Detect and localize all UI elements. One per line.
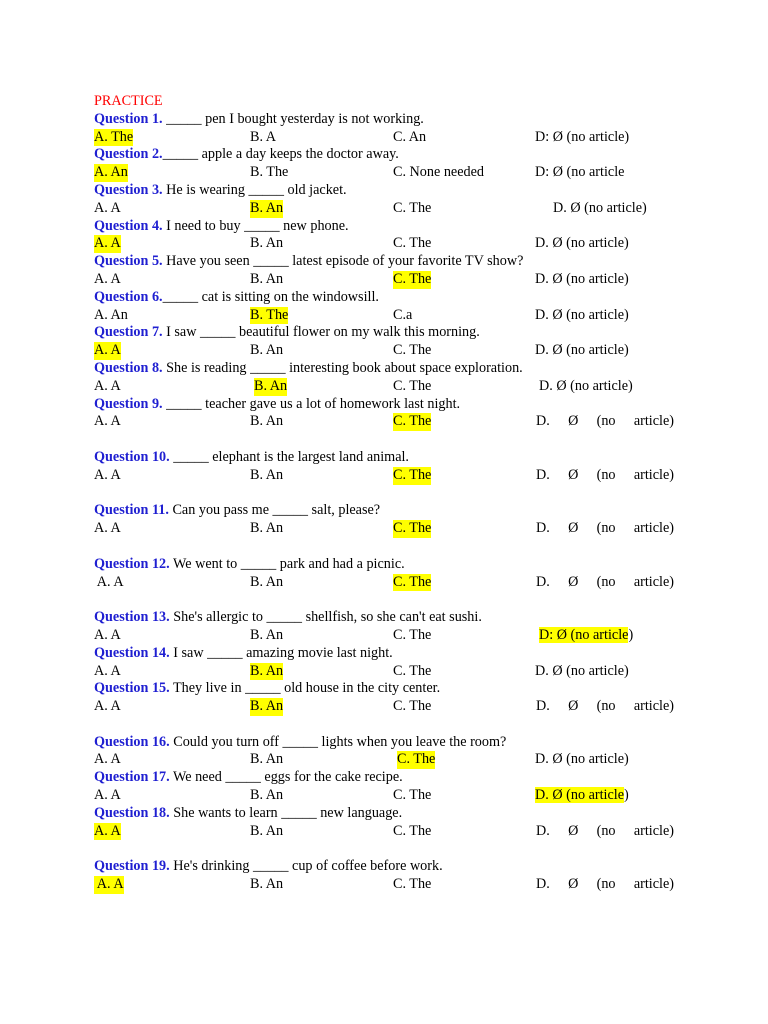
question-4-option-c: C. The [393, 235, 432, 252]
question-14-options [94, 663, 694, 681]
question-7-option-d: D. Ø (no article) [535, 342, 629, 359]
question-17-label: Question 17. [94, 769, 170, 786]
question-12-option-b: B. An [250, 573, 284, 590]
question-16-option-d: D. Ø (no article) [535, 751, 629, 768]
question-7-options [94, 342, 694, 360]
question-5-option-a: A. A [94, 270, 121, 287]
option-d-symbol: Ø [568, 413, 579, 430]
question-3-option-b: B. An [250, 199, 284, 216]
question-17-option-d [535, 787, 629, 805]
option-d-word-article: article) [633, 520, 674, 537]
question-11-option-d [536, 520, 674, 538]
question-17-option-c: C. The [393, 787, 432, 804]
question-8-text: She is reading _____ interesting book about space exploration. [162, 359, 523, 376]
question-12-label: Question 12. [94, 555, 170, 572]
question-6-text: _____ cat is sitting on the windowsill. [162, 288, 379, 305]
question-9-text: _____ teacher gave us a lot of homework last night. [162, 395, 461, 412]
question-17 [94, 769, 694, 787]
question-1-options [94, 129, 694, 147]
question-16-option-c: C. The [397, 751, 436, 768]
question-6-option-b: B. The [250, 306, 289, 323]
option-d-letter: D. [536, 698, 550, 715]
question-1-label: Question 1. [94, 110, 163, 127]
question-9 [94, 396, 694, 414]
question-3-options [94, 200, 694, 218]
question-16 [94, 734, 694, 752]
question-10-option-c: C. The [393, 466, 432, 483]
question-7-option-a: A. A [94, 342, 121, 359]
question-6 [94, 289, 694, 307]
question-9-label: Question 9. [94, 395, 163, 412]
question-12-option-d [536, 574, 674, 592]
question-4-options [94, 235, 694, 253]
option-d-word-no: (no [596, 520, 616, 537]
question-1-option-b: B. A [250, 128, 277, 145]
question-16-option-a: A. A [94, 751, 121, 768]
question-4-option-a: A. A [94, 235, 121, 252]
question-13-option-d [539, 627, 633, 645]
question-18-options [94, 823, 694, 841]
question-13-option-c: C. The [393, 626, 432, 643]
option-d-letter: D. [536, 876, 550, 893]
question-10-label: Question 10. [94, 448, 170, 465]
question-15-option-a: A. A [94, 698, 121, 715]
option-d-highlighted: D. Ø (no article [535, 787, 625, 804]
question-3-text: He is wearing _____ old jacket. [162, 181, 347, 198]
question-8-option-d: D. Ø (no article) [539, 377, 633, 394]
question-8-label: Question 8. [94, 359, 163, 376]
question-10-text: _____ elephant is the largest land animal. [169, 448, 409, 465]
question-14-label: Question 14. [94, 644, 170, 661]
question-13 [94, 609, 694, 627]
option-d-closing-paren: ) [628, 626, 634, 643]
question-10-options [94, 467, 694, 485]
option-d-letter: D. [536, 573, 550, 590]
document-title: PRACTICE [94, 93, 163, 109]
question-19-options [94, 876, 694, 894]
question-11-options [94, 520, 694, 538]
question-1-option-c: C. An [393, 128, 427, 145]
option-d-closing-paren: ) [624, 787, 629, 804]
question-13-option-a: A. A [94, 626, 121, 643]
question-10-option-d [536, 467, 674, 485]
question-1-option-d: D: Ø (no article) [535, 128, 630, 145]
practice-document [94, 93, 694, 894]
question-19-text: He's drinking _____ cup of coffee before work. [169, 858, 443, 875]
question-5-options [94, 271, 694, 289]
question-11-option-a: A. A [94, 520, 121, 537]
question-14-option-b: B. An [250, 662, 284, 679]
question-14 [94, 645, 694, 663]
question-2-option-a: A. An [94, 164, 128, 181]
question-18-option-a: A. A [94, 822, 121, 839]
question-10 [94, 449, 694, 467]
question-13-options [94, 627, 694, 645]
question-12-option-c: C. The [393, 573, 432, 590]
question-1-text: _____ pen I bought yesterday is not working. [162, 110, 424, 127]
question-13-text: She's allergic to _____ shellfish, so she can't eat sushi. [169, 609, 482, 626]
question-11 [94, 502, 694, 520]
option-d-word-article: article) [633, 698, 674, 715]
question-11-option-b: B. An [250, 520, 284, 537]
option-d-letter: D. [536, 822, 550, 839]
option-d-symbol: Ø [568, 520, 579, 537]
question-4-label: Question 4. [94, 217, 163, 234]
question-18-text: She wants to learn _____ new language. [169, 804, 403, 821]
question-12-text: We went to _____ park and had a picnic. [169, 555, 405, 572]
option-d-word-no: (no [596, 573, 616, 590]
question-15 [94, 680, 694, 698]
question-8-option-b: B. An [254, 377, 288, 394]
question-17-options [94, 787, 694, 805]
question-2-option-d: D: Ø (no article [535, 164, 625, 181]
question-14-text: I saw _____ amazing movie last night. [169, 644, 393, 661]
question-14-option-a: A. A [94, 662, 121, 679]
question-7-label: Question 7. [94, 324, 163, 341]
question-12-options [94, 574, 694, 592]
question-7-option-c: C. The [393, 342, 432, 359]
question-4-option-d: D. Ø (no article) [535, 235, 629, 252]
option-d-letter: D. [536, 520, 550, 537]
question-3-option-a: A. A [94, 199, 121, 216]
question-19-option-b: B. An [250, 876, 284, 893]
question-11-text: Can you pass me _____ salt, please? [168, 502, 381, 519]
option-d-word-no: (no [596, 466, 616, 483]
question-3-option-c: C. The [393, 199, 432, 216]
question-2-option-b: B. The [250, 164, 289, 181]
question-19-label: Question 19. [94, 858, 170, 875]
option-d-symbol: Ø [568, 698, 579, 715]
question-11-label: Question 11. [94, 502, 169, 519]
question-13-label: Question 13. [94, 609, 170, 626]
question-1 [94, 111, 694, 129]
question-2 [94, 146, 694, 164]
option-d-word-no: (no [596, 698, 616, 715]
question-8-option-a: A. A [94, 377, 121, 394]
option-d-word-no: (no [596, 876, 616, 893]
question-9-options [94, 413, 694, 431]
option-d-word-no: (no [596, 413, 616, 430]
question-11-option-c: C. The [393, 520, 432, 537]
question-18 [94, 805, 694, 823]
question-16-option-b: B. An [250, 751, 284, 768]
question-8-option-c: C. The [393, 377, 432, 394]
question-10-option-b: B. An [250, 466, 284, 483]
question-13-option-b: B. An [250, 626, 284, 643]
question-6-option-c: C.a [393, 306, 413, 323]
question-9-option-d [536, 413, 674, 431]
question-14-option-d: D. Ø (no article) [535, 662, 629, 679]
question-6-options [94, 307, 694, 325]
question-19 [94, 858, 694, 876]
option-d-word-article: article) [633, 573, 674, 590]
question-5 [94, 253, 694, 271]
question-9-option-a: A. A [94, 413, 121, 430]
question-18-option-b: B. An [250, 822, 284, 839]
question-3-option-d: D. Ø (no article) [553, 199, 647, 216]
option-d-letter: D. [536, 413, 550, 430]
question-16-label: Question 16. [94, 733, 170, 750]
question-4-option-b: B. An [250, 235, 284, 252]
question-5-option-d: D. Ø (no article) [535, 270, 629, 287]
question-18-label: Question 18. [94, 804, 170, 821]
option-d-word-article: article) [633, 466, 674, 483]
option-d-symbol: Ø [568, 466, 579, 483]
question-3-label: Question 3. [94, 181, 163, 198]
question-6-option-d: D. Ø (no article) [535, 306, 629, 323]
question-7-text: I saw _____ beautiful flower on my walk this morning. [162, 324, 480, 341]
question-15-options [94, 698, 694, 716]
question-16-options [94, 751, 694, 769]
question-12-option-a: A. A [94, 573, 124, 590]
question-19-option-a: A. A [94, 876, 124, 893]
question-15-option-c: C. The [393, 698, 432, 715]
question-8-options [94, 378, 694, 396]
question-1-option-a: A. The [94, 128, 134, 145]
question-12 [94, 556, 694, 574]
option-d-symbol: Ø [568, 573, 579, 590]
question-5-option-b: B. An [250, 270, 284, 287]
question-10-option-a: A. A [94, 466, 121, 483]
question-4-text: I need to buy _____ new phone. [162, 217, 349, 234]
question-5-text: Have you seen _____ latest episode of your favorite TV show? [162, 253, 524, 270]
option-d-word-no: (no [596, 822, 616, 839]
question-17-option-b: B. An [250, 787, 284, 804]
option-d-word-article: article) [633, 413, 674, 430]
question-15-option-d [536, 698, 674, 716]
question-16-text: Could you turn off _____ lights when you leave the room? [169, 733, 507, 750]
question-17-option-a: A. A [94, 787, 121, 804]
question-9-option-c: C. The [393, 413, 432, 430]
question-5-option-c: C. The [393, 270, 432, 287]
question-15-option-b: B. An [250, 698, 284, 715]
question-3 [94, 182, 694, 200]
question-15-label: Question 15. [94, 680, 170, 697]
question-17-text: We need _____ eggs for the cake recipe. [169, 769, 403, 786]
question-18-option-c: C. The [393, 822, 432, 839]
question-4 [94, 218, 694, 236]
question-19-option-d [536, 876, 674, 894]
question-18-option-d [536, 823, 674, 841]
option-d-letter: D. [536, 466, 550, 483]
option-d-highlighted: D: Ø (no article [539, 626, 629, 643]
question-19-option-c: C. The [393, 876, 432, 893]
question-15-text: They live in _____ old house in the city center. [169, 680, 441, 697]
question-7-option-b: B. An [250, 342, 284, 359]
question-6-label: Question 6. [94, 288, 163, 305]
option-d-word-article: article) [633, 822, 674, 839]
option-d-symbol: Ø [568, 876, 579, 893]
question-5-label: Question 5. [94, 253, 163, 270]
question-6-option-a: A. An [94, 306, 128, 323]
question-8 [94, 360, 694, 378]
question-14-option-c: C. The [393, 662, 432, 679]
question-2-text: _____ apple a day keeps the doctor away. [162, 146, 399, 163]
question-2-option-c: C. None needed [393, 164, 485, 181]
option-d-word-article: article) [633, 876, 674, 893]
question-9-option-b: B. An [250, 413, 284, 430]
question-2-options [94, 164, 694, 182]
option-d-symbol: Ø [568, 822, 579, 839]
question-2-label: Question 2. [94, 146, 163, 163]
question-7 [94, 324, 694, 342]
